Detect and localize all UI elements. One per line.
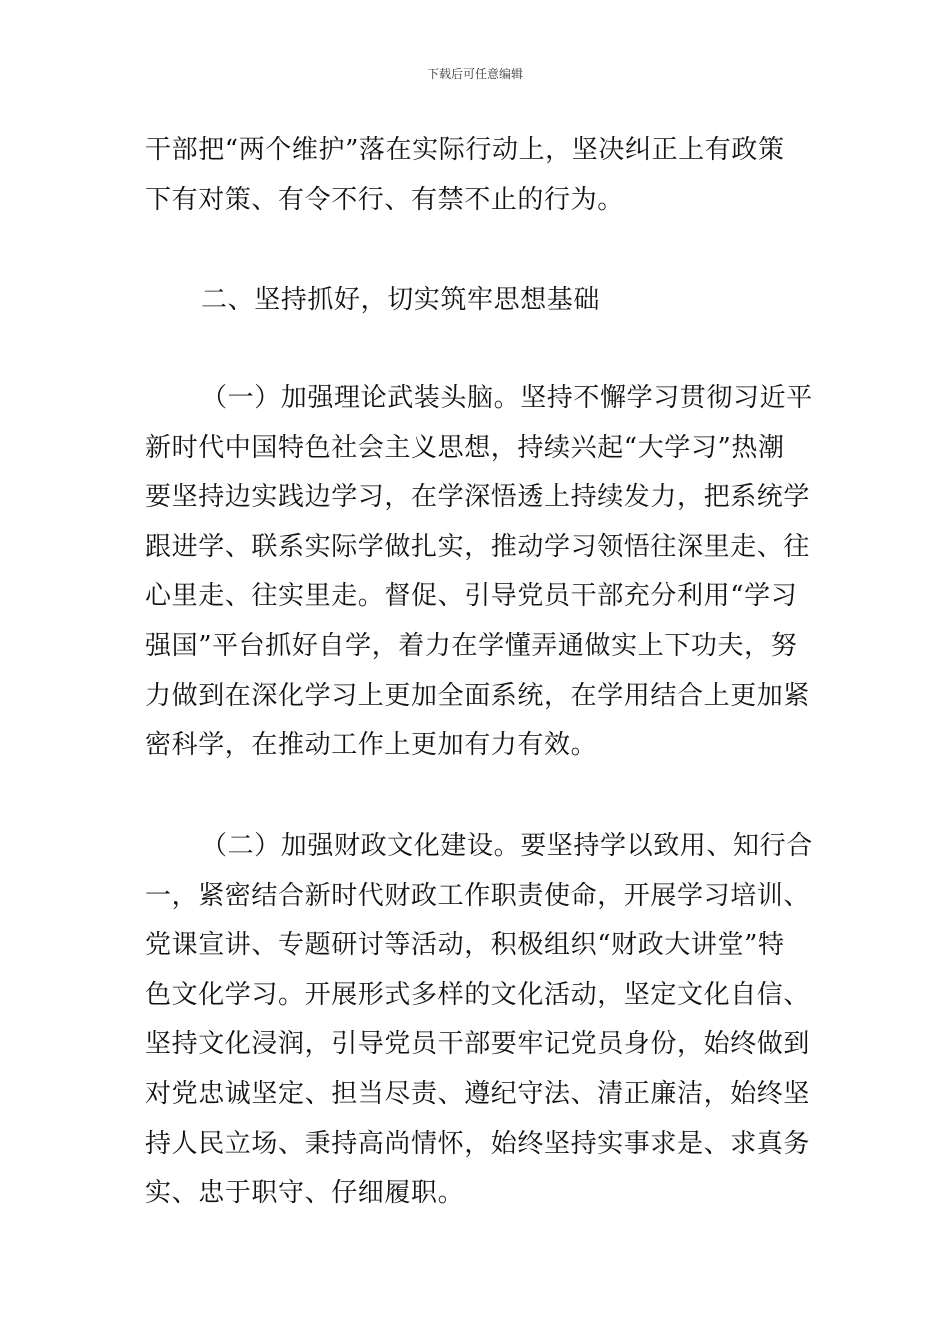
text-line: 对党忠诚坚定、担当尽责、遵纪守法、清正廉洁，始终坚 <box>145 1078 811 1109</box>
text-line: 实、忠于职守、仔细履职。 <box>145 1178 465 1209</box>
text-line: 一，紧密结合新时代财政工作职责使命，开展学习培训、 <box>145 880 811 911</box>
text-line: 力做到在深化学习上更加全面系统，在学用结合上更加紧 <box>145 680 811 711</box>
text-line: 持人民立场、秉持高尚情怀，始终坚持实事求是、求真务 <box>145 1128 811 1159</box>
text-line: 密科学，在推动工作上更加有力有效。 <box>145 730 598 761</box>
text-line: 党课宣讲、专题研讨等活动，积极组织“财政大讲堂”特 <box>145 930 785 961</box>
paragraph-continuation <box>145 126 810 225</box>
text-line: （二）加强财政文化建设。要坚持学以致用、知行合 <box>201 831 813 861</box>
heading-line: 二、坚持抓好，切实筑牢思想基础 <box>201 285 601 315</box>
text-line: （一）加强理论武装头脑。坚持不懈学习贯彻习近平 <box>201 383 813 413</box>
text-line: 要坚持边实践边学习，在学深悟透上持续发力，把系统学 <box>145 482 811 513</box>
text-line: 心里走、往实里走。督促、引导党员干部充分利用“学习 <box>145 581 798 612</box>
paragraph-theory <box>145 374 813 771</box>
text-line: 新时代中国特色社会主义思想，持续兴起“大学习”热潮 <box>145 432 785 463</box>
page-header: 下载后可任意编辑 <box>426 67 523 81</box>
text-line: 干部把“两个维护”落在实际行动上，坚决纠正上有政策 <box>145 135 785 165</box>
text-line: 强国”平台抓好自学，着力在学懂弄通做实上下功夫，努 <box>145 630 798 661</box>
text-line: 坚持文化浸润，引导党员干部要牢记党员身份，始终做到 <box>145 1029 811 1060</box>
text-line: 下有对策、有令不行、有禁不止的行为。 <box>145 184 624 215</box>
text-line: 色文化学习。开展形式多样的文化活动，坚定文化自信、 <box>145 979 811 1010</box>
text-line: 跟进学、联系实际学做扎实，推动学习领悟往深里走、往 <box>145 531 811 562</box>
section-heading <box>145 276 810 326</box>
paragraph-culture <box>145 822 813 1219</box>
